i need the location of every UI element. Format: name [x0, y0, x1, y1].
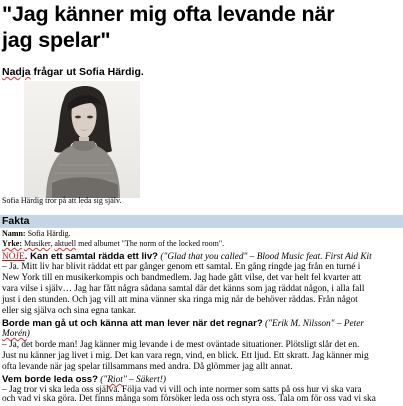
headline — [2, 1, 402, 53]
fakta-title: Fakta — [2, 215, 30, 227]
byline-author: Nadja — [2, 66, 31, 78]
answer-3-line-1: – Jag tror vi ska leda oss själva. Följa vad vi vill och inte normer som satts på oss hur vi ska vara — [2, 385, 362, 395]
fakta-job-row — [2, 239, 224, 249]
byline — [2, 66, 144, 78]
headline-line-2: jag spelar" — [2, 28, 111, 52]
question-2-reference: ("Erik M. Nilsson" – Peter — [262, 319, 364, 329]
answer-1-line-3: vara vilse i själv… Jag har fått några sådana samtal där det känns som jag räddat någon, i alla fall — [2, 284, 365, 294]
answer-1-line-1: – Ja. Mitt liv har blivit räddat ett par gånger genom ett samtal. En gång ringde jag från en turné i — [2, 262, 361, 272]
portrait-photo — [24, 81, 140, 198]
fakta-header-bar — [0, 215, 403, 228]
question-2-cont — [2, 329, 30, 340]
byline-text: frågar ut Sofia Härdig. — [30, 66, 144, 78]
fakta-job-label: Yrke: — [2, 239, 22, 248]
section-tag: NÖJE — [2, 252, 25, 262]
question-3-ref-close: " – Säkert!) — [122, 375, 166, 385]
question-2-ref-close: ) — [26, 329, 30, 339]
question-3-ref-name: Riot — [107, 375, 123, 385]
fakta-job-word2: aktuell — [54, 239, 77, 248]
headline-line-1: "Jag känner mig ofta levande när — [2, 2, 335, 26]
answer-3-line-2: och vad vi ska göra. Det finns många som försöker leda oss och styra oss. Tala om för oss vad vi ska — [2, 394, 376, 404]
answer-1-line-4: just i den stunden. Och jag vill att mina vänner ska ringa mig när de behöver räddas. Från något — [2, 295, 358, 305]
question-2 — [2, 318, 364, 330]
fakta-job-word1: Musiker — [24, 239, 51, 248]
answer-2-line-2: Just nu känner jag livet i mig. Det kan vara regn, vind, en blick. Ett ljud. Ett skratt. Jag känner mig — [2, 351, 369, 361]
question-1-text: . Kan ett samtal rädda ett liv? — [24, 251, 159, 262]
photo-caption: Sofia Härdig tror på att leda sig själv. — [2, 196, 122, 205]
answer-1-line-2: New York till en musikerkompis och bandmedlem. Jag hade gått vilse, det var helt fel kvarter att — [2, 273, 362, 283]
fakta-job-sep: , — [50, 239, 55, 248]
question-1-reference: ("Glad that you called" – Blood Music feat. First Aid Kit — [158, 252, 372, 262]
question-3-ref-open: (" — [97, 375, 108, 385]
portrait-image — [24, 81, 140, 198]
answer-1-line-5: eller sig själva och sina egna tankar. — [2, 306, 136, 316]
fakta-name-row — [2, 229, 71, 239]
question-2-ref-name: Morén — [2, 329, 27, 339]
question-2-text: Borde man gå ut och känna att man lever när det regnar? — [2, 318, 263, 329]
answer-2-line-1: – Ja, det borde man! Jag känner mig levande i de mest oväntade situationer. Plötsligt slår det en. — [2, 340, 360, 350]
fakta-name-value: Sofia Härdig. — [25, 229, 71, 238]
answer-2-line-3: ofta levande när jag spelar tillsammans med andra. Då glömmer jag allt annat. — [2, 362, 293, 372]
fakta-name-label: Namn: — [2, 229, 26, 238]
question-3-text: Vem borde leda oss? — [2, 374, 98, 385]
fakta-job-rest: med albumet "The norm of the locked room". — [76, 239, 225, 248]
